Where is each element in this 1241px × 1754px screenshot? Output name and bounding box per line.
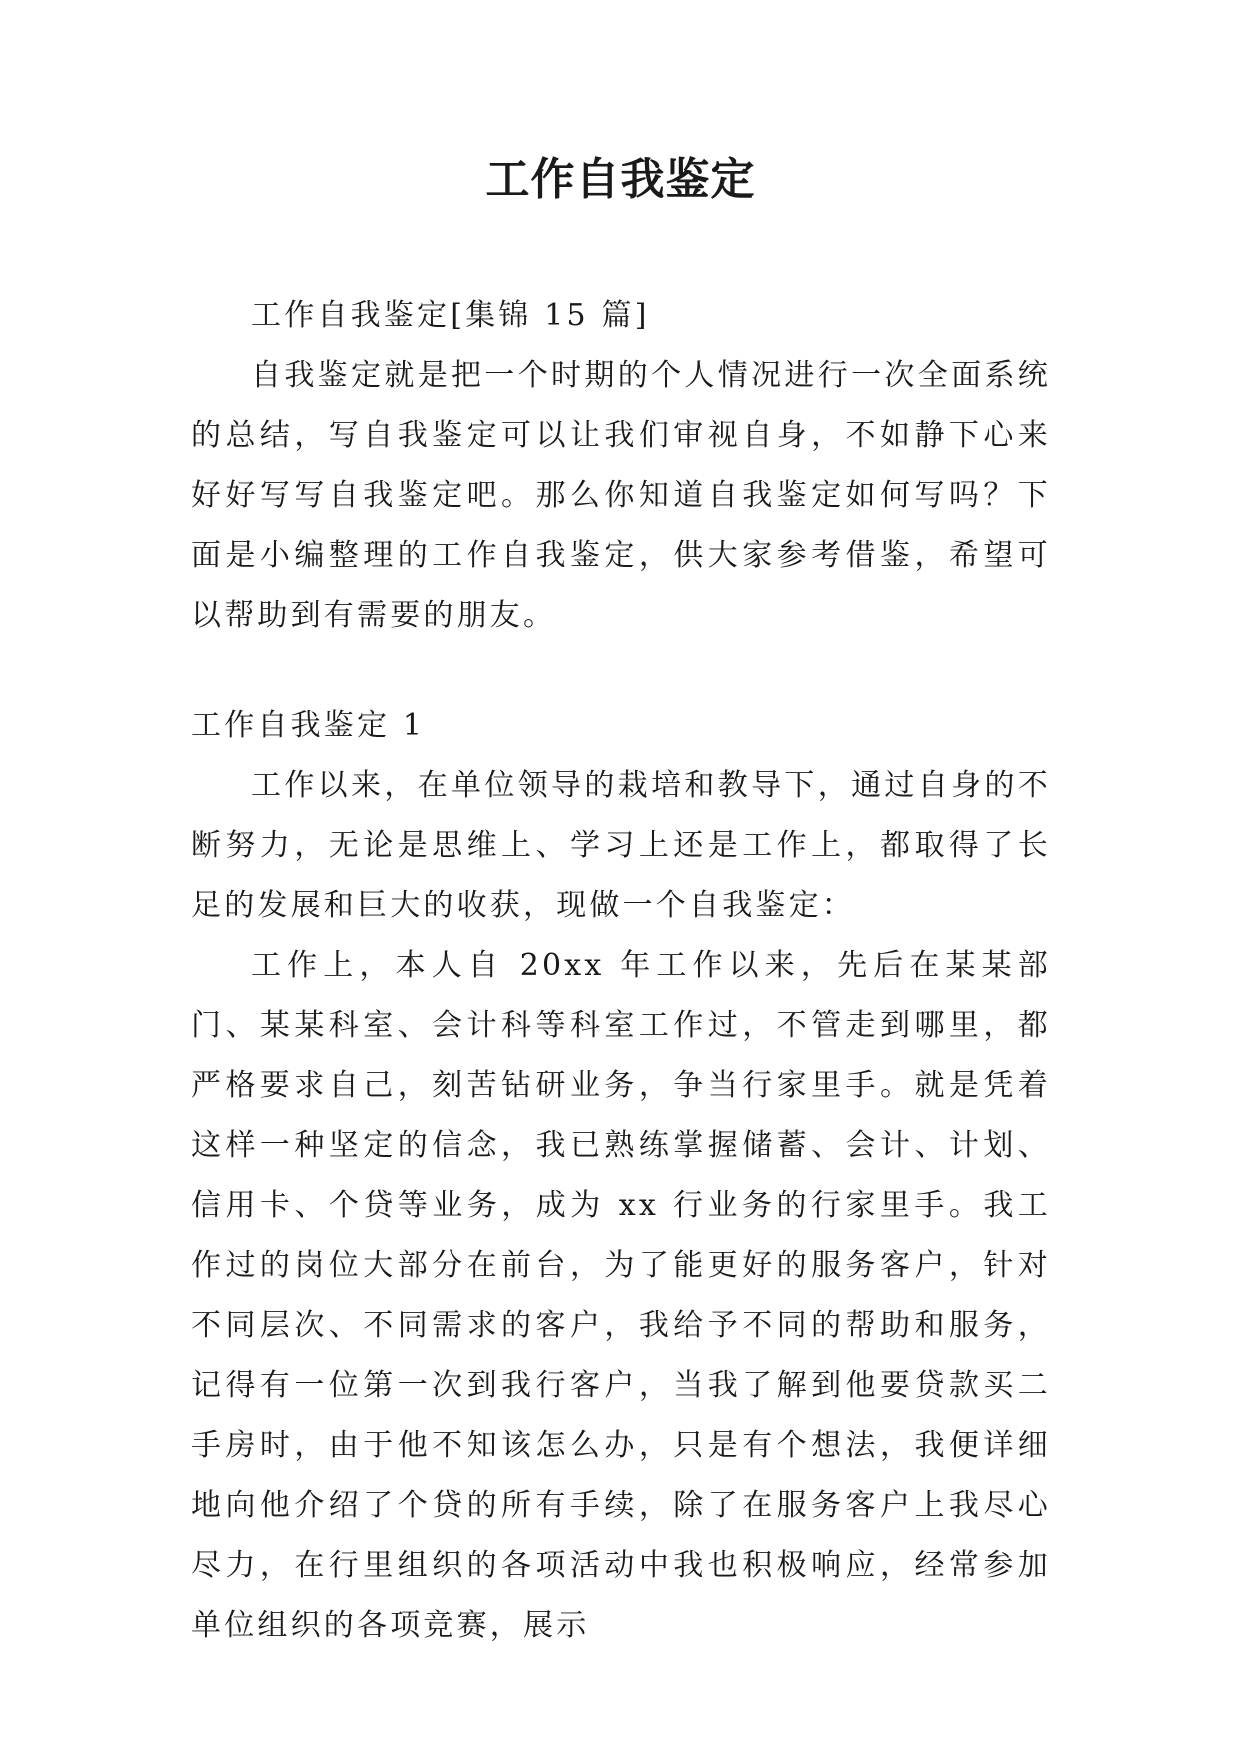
section-paragraph-2: 工作上，本人自 20xx 年工作以来，先后在某某部门、某某科室、会计科等科室工作过，不管走到哪里，都严格要求自己，刻苦钻研业务，争当行家里手。就是凭着这样一种坚定的信念，我已熟练掌握储蓄、会计、计划、信用卡、个贷等业务，成为 xx 行业务的行家里手。我工作过的岗位大部分在前台，为了能更好的服务客户，针对不同层次、不同需求的客户，我给予不同的帮助和服务，记得有一位第一次到我行客户，当我了解到他要贷款买二手房时，由于他不知该怎么办，只是有个想法，我便详细地向他介绍了个贷的所有手续，除了在服务客户上我尽心尽力，在行里组织的各项活动中我也积极响应，经常参加单位组织的各项竞赛，展示	[191, 948, 1051, 1643]
document-subtitle: 工作自我鉴定[集锦 15 篇]	[251, 298, 650, 333]
section-paragraph-1: 工作以来，在单位领导的栽培和教导下，通过自身的不断努力，无论是思维上、学习上还是工作上，都取得了长足的发展和巨大的收获，现做一个自我鉴定：	[191, 768, 1051, 923]
document-title: 工作自我鉴定	[485, 154, 756, 205]
intro-paragraph: 自我鉴定就是把一个时期的个人情况进行一次全面系统的总结，写自我鉴定可以让我们审视自身，不如静下心来好好写写自我鉴定吧。那么你知道自我鉴定如何写吗？下面是小编整理的工作自我鉴定，供大家参考借鉴，希望可以帮助到有需要的朋友。	[191, 358, 1051, 633]
intro-block	[191, 286, 1051, 646]
section-heading: 工作自我鉴定 1	[191, 708, 426, 743]
section-1	[191, 696, 1051, 1656]
